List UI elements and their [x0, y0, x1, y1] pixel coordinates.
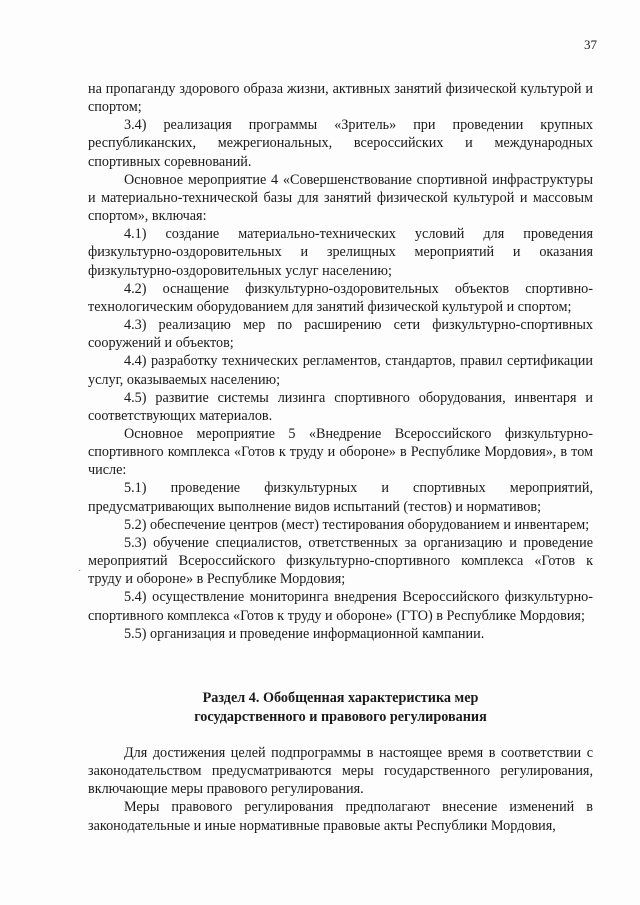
paragraph-item-5-5: 5.5) организация и проведение информационной кампании. [124, 625, 485, 642]
paragraph-item-3-4: 3.4) реализация программы «Зритель» при проведении крупных республиканских, межрегиональных, всероссийских и международных спортивных соревнований. [88, 117, 593, 170]
main-text [88, 80, 593, 643]
paragraph-item-5-1: 5.1) проведение физкультурных и спортивных мероприятий, предусматривающих выполнение видов испытаний (тестов) и нормативов; [88, 480, 593, 515]
section-text [88, 744, 593, 835]
paragraph-item-5-3: 5.3) обучение специалистов, ответственных за организацию и проведение мероприятий Всероссийского физкультурно-спортивного комплекса «Готов к труду и обороне» в Республике Мордовия; [88, 534, 593, 588]
section-paragraph-1: Для достижения целей подпрограммы в настоящее время в соответствии с законодательством предусматриваются меры государственного регулирования, включающие меры правового регулирования. [88, 745, 593, 798]
section-heading-line-2: государственного и правового регулирования [194, 708, 487, 725]
paragraph-item-4-2: 4.2) оснащение физкультурно-оздоровительных объектов спортивно-технологическим оборудованием для занятий физической культурой и спортом; [88, 280, 593, 315]
section-heading [88, 689, 593, 726]
paragraph-item-4-5: 4.5) развитие системы лизинга спортивного оборудования, инвентаря и соответствующих материалов. [88, 389, 593, 424]
page-number: 37 [584, 37, 597, 52]
paragraph-item-4-3: 4.3) реализацию мер по расширению сети физкультурно-спортивных сооружений и объектов; [88, 317, 593, 352]
section-paragraph-2: Меры правового регулирования предполагают внесение изменений в законодательные и иные нормативные правовые акты Республики Мордовия, [88, 799, 593, 834]
paragraph-main-activity-5: Основное мероприятие 5 «Внедрение Всероссийского физкультурно-спортивного комплекса «Готов к труду и обороне» в Республике Мордовия», в том числе: [88, 425, 593, 479]
paragraph-item-4-1: 4.1) создание материально-технических условий для проведения физкультурно-оздоровительных и зрелищных мероприятий и оказания физкультурно-оздоровительных услуг населению; [88, 226, 593, 279]
paragraph-item-5-4: 5.4) осуществление мониторинга внедрения Всероссийского физкультурно-спортивного комплекса «Готов к труду и обороне» (ГТО) в Республике Мордовия; [88, 589, 593, 624]
paragraph-item-4-4: 4.4) разработку технических регламентов, стандартов, правил сертификации услуг, оказываемых населению; [88, 353, 593, 388]
section-heading-line-1: Раздел 4. Обобщенная характеристика мер [202, 690, 479, 706]
paragraph-item-5-2: 5.2) обеспечение центров (мест) тестирования оборудованием и инвентарем; [124, 516, 590, 533]
paragraph-intro-continuation: на пропаганду здорового образа жизни, активных занятий физической культурой и спортом; [88, 81, 593, 116]
paragraph-main-activity-4: Основное мероприятие 4 «Совершенствование спортивной инфраструктуры и материально-технической базы для занятий физической культурой и массовым спортом», включая: [88, 171, 593, 225]
scan-speck-mark: · [78, 566, 82, 577]
